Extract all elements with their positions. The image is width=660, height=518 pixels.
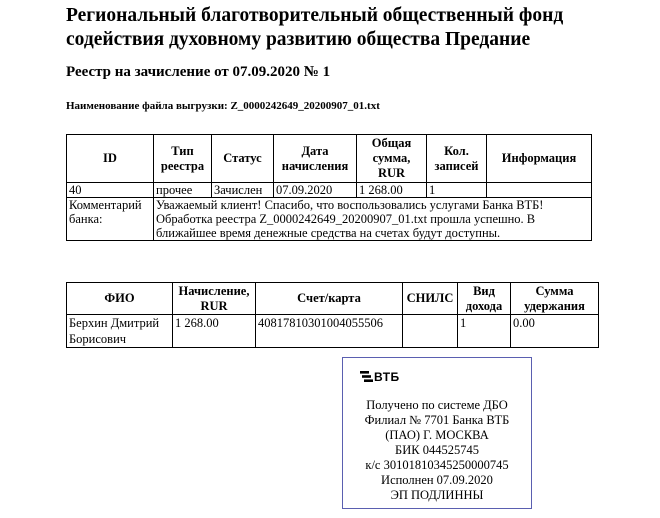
- person-snils: [403, 315, 458, 348]
- col-account: Счет/карта: [256, 283, 403, 315]
- registry-header-row: [67, 135, 592, 183]
- stamp-line: Исполнен 07.09.2020: [381, 473, 493, 487]
- registry-title: Реестр на зачисление от 07.09.2020 № 1: [66, 64, 331, 80]
- person-income-type: 1: [458, 315, 511, 348]
- col-registry-type: Тип реестра: [154, 135, 212, 183]
- vtb-logo: [360, 370, 400, 385]
- col-total-amount: Общая сумма, RUR: [357, 135, 427, 183]
- stamp-line: Получено по системе ДБО: [366, 398, 508, 412]
- registry-table: [66, 134, 592, 241]
- col-status: Статус: [212, 135, 274, 183]
- registry-status: Зачислен: [212, 183, 274, 198]
- persons-table: [66, 282, 599, 348]
- bank-comment-text: Уважаемый клиент! Спасибо, что воспользовались услугами Банка ВТБ! Обработка реестра Z_0000242649_20200907_01.txt прошла успешно. В ближайшее время денежные средства на счетах будут доступны.: [154, 198, 592, 241]
- col-information: Информация: [487, 135, 592, 183]
- stamp-text: [343, 398, 531, 503]
- registry-date: 07.09.2020: [274, 183, 357, 198]
- bank-comment-row: [67, 198, 592, 241]
- person-amount: 1 268.00: [173, 315, 256, 348]
- person-fio: Берхин Дмитрий Борисович: [67, 315, 173, 348]
- registry-count: 1: [427, 183, 487, 198]
- col-id: ID: [67, 135, 154, 183]
- stamp-line: к/с 30101810345250000745: [365, 458, 509, 472]
- col-fio: ФИО: [67, 283, 173, 315]
- vtb-logo-icon: [360, 371, 373, 382]
- bank-stamp: [342, 357, 532, 509]
- person-withholding: 0.00: [511, 315, 599, 348]
- bank-comment-label: Комментарий банка:: [67, 198, 154, 241]
- registry-id: 40: [67, 183, 154, 198]
- registry-type: прочее: [154, 183, 212, 198]
- export-file-name: Наименование файла выгрузки: Z_0000242649_20200907_01.txt: [66, 100, 380, 112]
- registry-row: [67, 183, 592, 198]
- stamp-line: Филиал № 7701 Банка ВТБ: [364, 413, 510, 427]
- persons-header-row: [67, 283, 599, 315]
- vtb-logo-text: ВТБ: [374, 370, 400, 384]
- col-date: Дата начисления: [274, 135, 357, 183]
- col-snils: СНИЛС: [403, 283, 458, 315]
- table-row: [67, 315, 599, 348]
- col-income-type: Вид дохода: [458, 283, 511, 315]
- stamp-line: ЭП ПОДЛИННЫ: [390, 488, 484, 502]
- organization-title: Региональный благотворительный общественный фонд содействия духовному развитию общества Предание: [66, 5, 564, 50]
- col-accrual: Начисление, RUR: [173, 283, 256, 315]
- col-record-count: Кол. записей: [427, 135, 487, 183]
- registry-info: [487, 183, 592, 198]
- person-account: 40817810301004055506: [256, 315, 403, 348]
- stamp-line: БИК 044525745: [395, 443, 479, 457]
- col-withholding: Сумма удержания: [511, 283, 599, 315]
- stamp-line: (ПАО) Г. МОСКВА: [385, 428, 489, 442]
- registry-total: 1 268.00: [357, 183, 427, 198]
